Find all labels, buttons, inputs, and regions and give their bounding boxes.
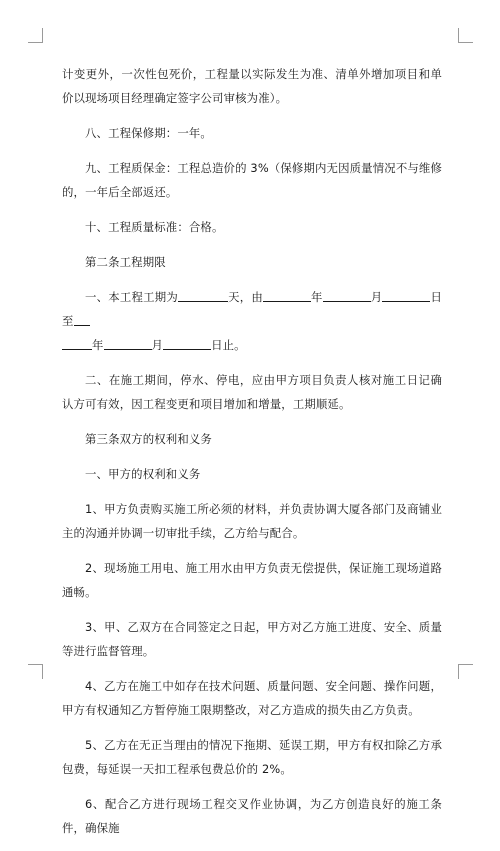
blank-end-year-part1 bbox=[74, 313, 90, 326]
paragraph-item-1: 1、甲方负责购买施工所必须的材料，并负责协调大厦各部门及商铺业主的沟通并协调一切审批手续，乙方给与配合。 bbox=[62, 502, 442, 540]
heading-party-a-rights: 一、甲方的权利和义务 bbox=[85, 467, 201, 481]
duration-year: 年 bbox=[310, 290, 323, 304]
duration-day-end: 日止。 bbox=[211, 338, 246, 352]
heading-article-two: 第二条工程期限 bbox=[85, 255, 166, 269]
blank-start-year bbox=[263, 289, 311, 302]
paragraph-quality-standard: 十、工程质量标准：合格。 bbox=[85, 220, 224, 234]
duration-month-end: 月 bbox=[151, 338, 164, 352]
crop-mark-top-left bbox=[28, 28, 43, 43]
crop-mark-top-right bbox=[458, 28, 473, 43]
paragraph-project-duration bbox=[62, 285, 442, 357]
paragraph-contract-price: 计变更外，一次性包死价，工程量以实际发生为准、清单外增加项目和单价以现场项目经理确定签字公司审核为准）。 bbox=[62, 67, 442, 105]
duration-days-unit: 天，由 bbox=[228, 290, 263, 304]
document-body bbox=[62, 62, 442, 851]
blank-end-month bbox=[104, 337, 152, 350]
duration-month: 月 bbox=[370, 290, 383, 304]
duration-prefix: 一、本工程工期为 bbox=[85, 290, 178, 304]
paragraph-water-power-outage: 二、在施工期间，停水、停电，应由甲方项目负责人核对施工日记确认方可有效，因工程变更和项目增加和增量，工期顺延。 bbox=[62, 373, 442, 411]
paragraph-item-4: 4、乙方在施工中如存在技术问题、质量问题、安全问题、操作问题，甲方有权通知乙方暂停施工限期整改，对乙方造成的损失由乙方负责。 bbox=[62, 679, 442, 717]
crop-mark-bottom-right bbox=[458, 664, 473, 679]
paragraph-item-2: 2、现场施工用电、施工用水由甲方负责无偿提供，保证施工现场道路通畅。 bbox=[62, 561, 442, 599]
blank-end-day bbox=[163, 337, 211, 350]
paragraph-warranty-period: 八、工程保修期：一年。 bbox=[85, 126, 212, 140]
crop-mark-bottom-left bbox=[28, 664, 43, 679]
blank-days bbox=[178, 289, 228, 302]
paragraph-item-5: 5、乙方在无正当理由的情况下拖期、延误工期，甲方有权扣除乙方承包费，每延误一天扣工程承包费总价的 2%。 bbox=[62, 738, 442, 776]
heading-article-three: 第三条双方的权利和义务 bbox=[85, 432, 212, 446]
paragraph-retention-money: 九、工程质保金：工程总造价的 3%（保修期内无因质量情况不与维修的，一年后全部返还。 bbox=[62, 161, 442, 199]
duration-day-to: 日至 bbox=[62, 290, 443, 328]
blank-start-day bbox=[382, 289, 430, 302]
blank-start-month bbox=[323, 289, 371, 302]
blank-end-year bbox=[62, 337, 92, 350]
duration-year-end: 年 bbox=[92, 338, 104, 352]
paragraph-item-3: 3、甲、乙双方在合同签定之日起，甲方对乙方施工进度、安全、质量等进行监督管理。 bbox=[62, 620, 442, 658]
paragraph-item-6: 6、配合乙方进行现场工程交叉作业协调，为乙方创造良好的施工条件，确保施 bbox=[62, 797, 442, 835]
